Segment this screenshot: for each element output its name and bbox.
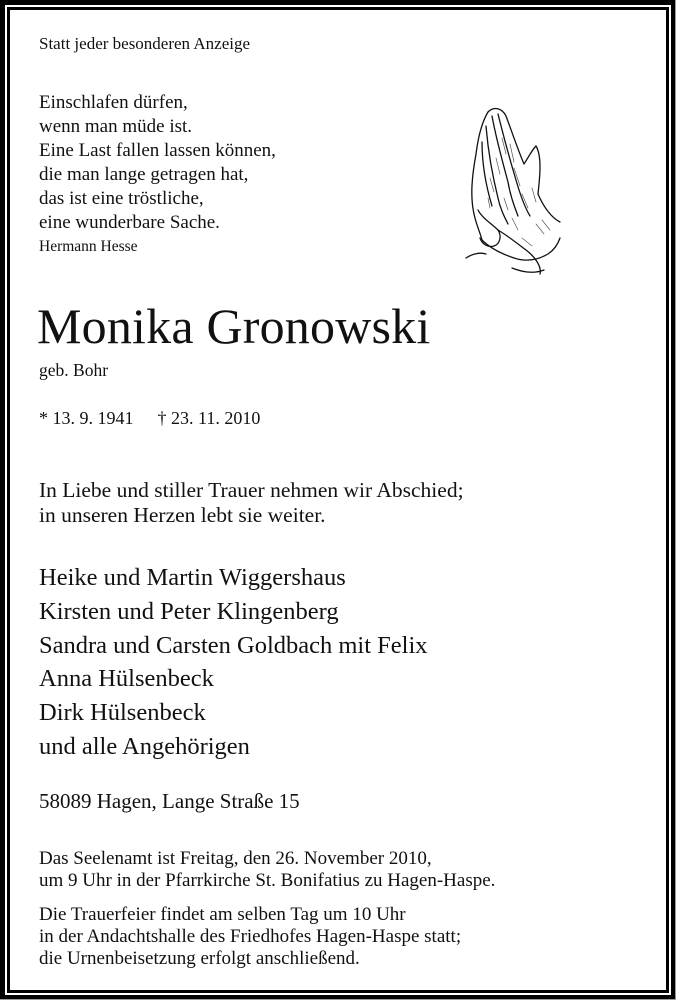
poem-line: Eine Last fallen lassen können, [39, 140, 276, 161]
poem-line: Einschlafen dürfen, [39, 92, 188, 113]
service-line: Die Trauerfeier findet am selben Tag um 10 Uhr [39, 904, 406, 925]
birth-name: geb. Bohr [39, 360, 109, 380]
poem-line: die man lange getragen hat, [39, 164, 249, 185]
address: 58089 Hagen, Lange Straße 15 [39, 789, 300, 813]
birth-date: * 13. 9. 1941 [39, 408, 134, 428]
intro-line: Statt jeder besonderen Anzeige [39, 34, 251, 53]
requiem-info [39, 848, 495, 892]
poem [39, 91, 276, 235]
life-dates [39, 409, 260, 427]
mourner: Kirsten und Peter Klingenberg [39, 597, 339, 625]
poem-line: eine wunderbare Sache. [39, 212, 220, 233]
mourner: Sandra und Carsten Goldbach mit Felix [39, 631, 428, 659]
farewell-line: in unseren Herzen lebt sie weiter. [39, 503, 326, 527]
service-line: um 9 Uhr in der Pfarrkirche St. Bonifatius zu Hagen-Haspe. [39, 870, 496, 891]
praying-hands-icon [452, 98, 562, 278]
mourner: Dirk Hülsenbeck [39, 699, 206, 727]
funeral-info [39, 904, 461, 970]
deceased-name: Monika Gronowski [37, 298, 431, 354]
service-line: Das Seelenamt ist Freitag, den 26. November 2010, [39, 848, 432, 869]
mourner: und alle Angehörigen [39, 732, 250, 760]
poem-line: das ist eine tröstliche, [39, 188, 204, 209]
farewell-line: In Liebe und stiller Trauer nehmen wir Abschied; [39, 478, 464, 502]
death-date: † 23. 11. 2010 [157, 408, 261, 428]
poem-author: Hermann Hesse [39, 238, 138, 255]
mourner: Heike und Martin Wiggershaus [39, 564, 346, 591]
farewell-text [39, 478, 464, 528]
mourner: Anna Hülsenbeck [39, 665, 214, 693]
service-line: in der Andachtshalle des Friedhofes Hagen-Haspe statt; [39, 926, 462, 947]
mourners-list [39, 561, 428, 764]
service-line: die Urnenbeisetzung erfolgt anschließend. [39, 948, 360, 969]
poem-line: wenn man müde ist. [39, 116, 193, 137]
